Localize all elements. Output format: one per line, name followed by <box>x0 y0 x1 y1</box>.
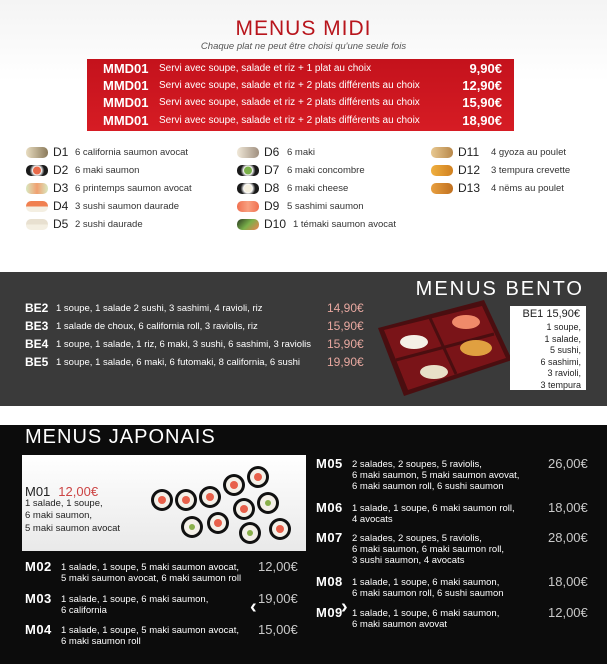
midi-row-price: 18,90€ <box>462 113 502 128</box>
dish-desc: 6 maki concombre <box>287 165 365 176</box>
menu-desc: 2 salades, 2 soupes, 5 raviolis, 6 maki saumon, 6 maki saumon roll, 3 sushi saumon, 4 avocats <box>352 533 505 566</box>
menu-desc: 1 salade, 1 soupe, 5 maki saumon avocat, 6 maki saumon roll <box>61 625 239 647</box>
menu-price: 19,00€ <box>258 591 298 606</box>
bento-title: MENUS BENTO <box>415 278 584 300</box>
dish-desc: 6 printemps saumon avocat <box>75 183 192 194</box>
dish-desc: 6 maki <box>287 147 315 158</box>
dish-item <box>26 163 226 179</box>
dish-desc: 5 sashimi saumon <box>287 201 364 212</box>
dish-desc: 6 maki cheese <box>287 183 349 194</box>
midi-row <box>87 60 514 78</box>
dish-item <box>26 181 226 197</box>
maki-icon <box>26 165 48 176</box>
japonais-title: MENUS JAPONAIS <box>25 426 216 448</box>
dish-desc: 1 témaki saumon avocat <box>293 219 396 230</box>
bento-desc: 1 soupe, 1 salade, 1 riz, 6 maki, 3 sushi, 6 sashimi, 3 raviolis <box>56 339 312 350</box>
tempura-icon <box>431 165 453 176</box>
menu-desc: 1 salade, 1 soupe, 6 maki saumon roll, 4 avocats <box>352 503 515 525</box>
dish-code: D7 <box>264 163 280 177</box>
menu-code: M08 <box>316 574 343 589</box>
dish-code: D4 <box>53 199 69 213</box>
dish-code: D11 <box>458 145 480 159</box>
maki-icon <box>237 165 259 176</box>
japonais-menu-item <box>25 591 305 621</box>
menu-price: 18,00€ <box>548 574 588 589</box>
dish-item <box>237 163 427 179</box>
midi-row-desc: Servi avec soupe, salade et riz + 1 plat au choix <box>159 63 372 74</box>
bento-desc: 1 soupe, 1 salade, 6 maki, 6 futomaki, 8 california, 6 sushi <box>56 357 300 368</box>
dish-desc: 4 gyoza au poulet <box>491 147 567 158</box>
bento-row <box>0 301 380 319</box>
bento-box-image <box>374 298 514 398</box>
menu-desc: 1 salade, 1 soupe, 6 maki saumon, 6 maki saumon roll, 6 sushi saumon <box>352 577 504 599</box>
midi-row-code: MMD01 <box>103 113 149 128</box>
bento-price: 14,90€ <box>327 301 364 315</box>
menu-code: M02 <box>25 559 52 574</box>
bento-price: 15,90€ <box>327 319 364 333</box>
japonais-menu-item <box>316 530 596 570</box>
menu-price: 26,00€ <box>548 456 588 471</box>
bento-row <box>0 319 380 337</box>
bento-code: BE3 <box>25 319 49 333</box>
midi-row-price: 12,90€ <box>462 78 502 93</box>
menu-desc: 1 salade, 1 soupe, 5 maki saumon avocat, 5 maki saumon avocat, 6 maki saumon roll <box>61 562 242 584</box>
dish-desc: 3 tempura crevette <box>491 165 571 176</box>
dish-item <box>26 217 226 233</box>
dish-desc: 3 sushi saumon daurade <box>75 201 180 212</box>
dish-item <box>431 163 601 179</box>
temaki-icon <box>237 219 259 230</box>
m01-desc: 1 salade, 1 soupe, 6 maki saumon, <box>25 498 103 521</box>
m01-desc-line3: 5 maki saumon avocat <box>25 523 121 534</box>
menu-price: 15,00€ <box>258 622 298 637</box>
gyoza-icon <box>431 147 453 158</box>
bento-code: BE2 <box>25 301 49 315</box>
menu-desc: 1 salade, 1 soupe, 6 maki saumon, 6 california <box>61 594 209 616</box>
menu-price: 12,00€ <box>258 559 298 574</box>
dish-desc: 6 california saumon avocat <box>75 147 189 158</box>
bento-code: BE5 <box>25 355 49 369</box>
spring-roll-icon <box>26 183 48 194</box>
dish-item <box>237 217 427 233</box>
dish-code: D3 <box>53 181 69 195</box>
midi-row-desc: Servi avec soupe, salade et riz + 2 plats différents au choix <box>159 80 420 91</box>
midi-row <box>87 94 514 112</box>
midi-row <box>87 77 514 95</box>
m01-price: 12,00€ <box>58 484 99 499</box>
menu-code: M04 <box>25 622 52 637</box>
japonais-menu-item <box>25 559 305 589</box>
dish-item <box>431 145 601 161</box>
midi-price-box <box>87 59 514 131</box>
chevron-right-icon[interactable]: › <box>341 596 348 618</box>
sushi-icon <box>26 201 48 212</box>
midi-row-price: 15,90€ <box>462 95 502 110</box>
dish-item <box>237 145 427 161</box>
menu-code: M07 <box>316 530 343 545</box>
be1-card <box>510 306 586 390</box>
dish-item <box>237 199 427 215</box>
dish-code: D10 <box>264 217 287 231</box>
menus-bento-section <box>0 272 607 406</box>
midi-row-code: MMD01 <box>103 95 149 110</box>
sashimi-icon <box>237 201 259 212</box>
dish-code: D1 <box>53 145 69 159</box>
menu-code: M09 <box>316 605 343 620</box>
dish-code: D8 <box>264 181 280 195</box>
midi-row-price: 9,90€ <box>469 61 502 76</box>
bento-desc: 1 salade de choux, 6 california roll, 3 raviolis, riz <box>56 321 258 332</box>
bento-price: 19,90€ <box>327 355 364 369</box>
dish-code: D13 <box>458 181 481 195</box>
maki-icon <box>237 183 259 194</box>
japonais-menu-item <box>316 456 596 496</box>
midi-row-code: MMD01 <box>103 61 149 76</box>
dish-desc: 4 nëms au poulet <box>491 183 564 194</box>
dish-desc: 6 maki saumon <box>75 165 140 176</box>
japonais-menu-item <box>316 500 596 528</box>
chevron-left-icon[interactable]: ‹ <box>250 596 257 618</box>
menus-midi-section <box>0 0 607 272</box>
california-roll-icon <box>26 147 48 158</box>
dish-code: D12 <box>458 163 481 177</box>
bento-desc: 1 soupe, 1 salade 2 sushi, 3 sashimi, 4 ravioli, riz <box>56 303 263 314</box>
midi-row-desc: Servi avec soupe, salade et riz + 2 plats différents au choix <box>159 97 420 108</box>
maki-icon <box>237 147 259 158</box>
dish-item <box>26 199 226 215</box>
menu-price: 12,00€ <box>548 605 588 620</box>
menu-code: M03 <box>25 591 52 606</box>
menus-japonais-section <box>0 406 607 664</box>
dish-item <box>26 145 226 161</box>
bento-row <box>0 337 380 355</box>
bento-row <box>0 355 380 373</box>
japonais-menu-item <box>316 574 596 602</box>
dish-code: D5 <box>53 217 69 231</box>
bento-code: BE4 <box>25 337 49 351</box>
midi-row-desc: Servi avec soupe, salade et riz + 2 plats différents au choix <box>159 115 420 126</box>
menu-code: M06 <box>316 500 343 515</box>
dish-item <box>431 181 601 197</box>
japonais-menu-item <box>316 605 596 633</box>
dish-desc: 2 sushi daurade <box>75 219 143 230</box>
japonais-menu-item <box>25 622 305 652</box>
menu-code: M05 <box>316 456 343 471</box>
m01-code: M01 <box>25 484 51 499</box>
midi-subtitle: Chaque plat ne peut être choisi qu'une seule fois <box>200 41 407 52</box>
dish-code: D6 <box>264 145 280 159</box>
dish-item <box>237 181 427 197</box>
midi-row-code: MMD01 <box>103 78 149 93</box>
dish-code: D2 <box>53 163 69 177</box>
menu-desc: 1 salade, 1 soupe, 6 maki saumon, 6 maki saumon avovat <box>352 608 500 630</box>
be1-desc: 1 soupe, 1 salade, 5 sushi, 6 sashimi, 3 ravioli, 3 tempura <box>540 322 581 390</box>
midi-title: MENUS MIDI <box>235 17 372 40</box>
midi-row <box>87 112 514 130</box>
bento-price: 15,90€ <box>327 337 364 351</box>
be1-code: BE1 15,90€ <box>522 308 580 320</box>
menu-desc: 2 salades, 2 soupes, 5 raviolis, 6 maki saumon, 5 maki saumon avovat, 6 maki saumon roll, 6 sushi saumon <box>352 459 520 492</box>
menu-price: 28,00€ <box>548 530 588 545</box>
dish-code: D9 <box>264 199 280 213</box>
sushi-icon <box>26 219 48 230</box>
nem-icon <box>431 183 453 194</box>
menu-price: 18,00€ <box>548 500 588 515</box>
